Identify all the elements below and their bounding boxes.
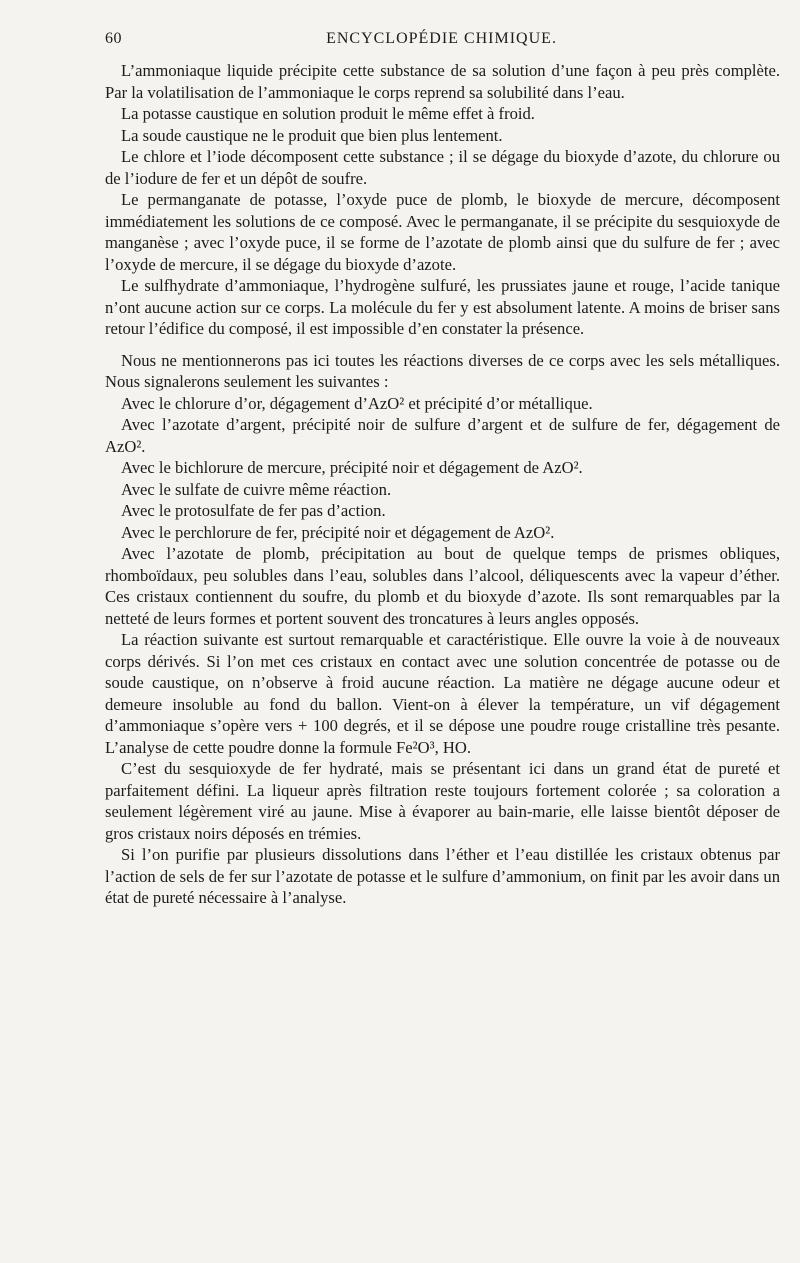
paragraph: Avec le sulfate de cuivre même réaction. xyxy=(121,479,392,499)
paragraph: La soude caustique ne le produit que bien plus lentement. xyxy=(121,125,503,145)
paragraph: La potasse caustique en solution produit le même effet à froid. xyxy=(121,104,535,123)
paragraph: Le permanganate de potasse, l’oxyde puce de plomb, le bioxyde de mercure, décomposent immédiatement les solutions de ce composé. Avec le permanganate, il se précipite du sesquioxyde de manganèse ; avec l’oxyde puce, il se forme de l’azotate de plomb ainsi que du sulfure de fer ; avec l’oxyde de mercure, il se dégage du bioxyde d’azote. xyxy=(105,190,780,274)
paragraph: Le chlore et l’iode décomposent cette substance ; il se dégage du bioxyde d’azote, du chlorure ou de l’iodure de fer et un dépôt de soufre. xyxy=(105,147,780,188)
page-number: 60 xyxy=(105,30,122,47)
paragraph: Le sulfhydrate d’ammoniaque, l’hydrogène sulfuré, les prussiates jaune et rouge, l’acide tanique n’ont aucune action sur ce corps. La molécule du fer y est absolument latente. A moins de briser sans retour l’édifice du composé, il est impossible d’en constater la présence. xyxy=(105,276,780,338)
paragraph: Avec l’azotate d’argent, précipité noir de sulfure d’argent et de sulfure de fer, dégagement de AzO². xyxy=(105,415,780,456)
page-header xyxy=(105,30,778,52)
running-title: ENCYCLOPÉDIE CHIMIQUE. xyxy=(326,30,557,47)
paragraph: L’ammoniaque liquide précipite cette substance de sa solution d’une façon à peu près complète. Par la volatilisation de l’ammoniaque le corps reprend sa solubilité dans l’eau. xyxy=(105,61,780,102)
paragraph: Si l’on purifie par plusieurs dissolutions dans l’éther et l’eau distillée les cristaux obtenus par l’action de sels de fer sur l’azotate de potasse et le sulfure d’ammonium, on finit par les avoir dans un état de pureté nécessaire à l’analyse. xyxy=(105,845,780,907)
paragraph: La réaction suivante est surtout remarquable et caractéristique. Elle ouvre la voie à de nouveaux corps dérivés. Si l’on met ces cristaux en contact avec une solution concentrée de potasse ou de soude caustique, on n’observe à froid aucune réaction. La matière ne dégage aucune odeur et demeure insoluble au fond du ballon. Vient-on à élever la température, un vif dégagement d’ammoniaque s’opère vers + 100 degrés, et il se dépose une poudre rouge cristalline très pesante. L’analyse de cette poudre donne la formule Fe²O³, HO. xyxy=(105,630,780,757)
body-text xyxy=(105,60,780,909)
paragraph: Avec le protosulfate de fer pas d’action. xyxy=(121,501,386,520)
paragraph: Avec l’azotate de plomb, précipitation au bout de quelque temps de prismes obliques, rhomboïdaux, peu solubles dans l’eau, solubles dans l’alcool, déliquescents avec la vapeur d’éther. Ces cristaux contiennent du soufre, du plomb et du bioxyde d’azote. Ils sont remarquables par la netteté de leurs formes et portent souvent des troncatures à leurs angles opposés. xyxy=(105,544,780,628)
paragraph: Avec le perchlorure de fer, précipité noir et dégagement de AzO². xyxy=(121,522,555,542)
paragraph: Avec le chlorure d’or, dégagement d’AzO² et précipité d’or métallique. xyxy=(121,393,593,413)
paragraph: Nous ne mentionnerons pas ici toutes les réactions diverses de ce corps avec les sels métalliques. Nous signalerons seulement les suivantes : xyxy=(105,350,780,391)
paragraph: C’est du sesquioxyde de fer hydraté, mais se présentant ici dans un grand état de pureté et parfaitement défini. La liqueur après filtration reste toujours fortement colorée ; sa coloration a seulement légèrement viré au jaune. Mise à évaporer au bain-marie, elle laisse bientôt déposer de gros cristaux noirs déposés en trémies. xyxy=(105,759,780,843)
paragraph: Avec le bichlorure de mercure, précipité noir et dégagement de AzO². xyxy=(121,458,583,477)
